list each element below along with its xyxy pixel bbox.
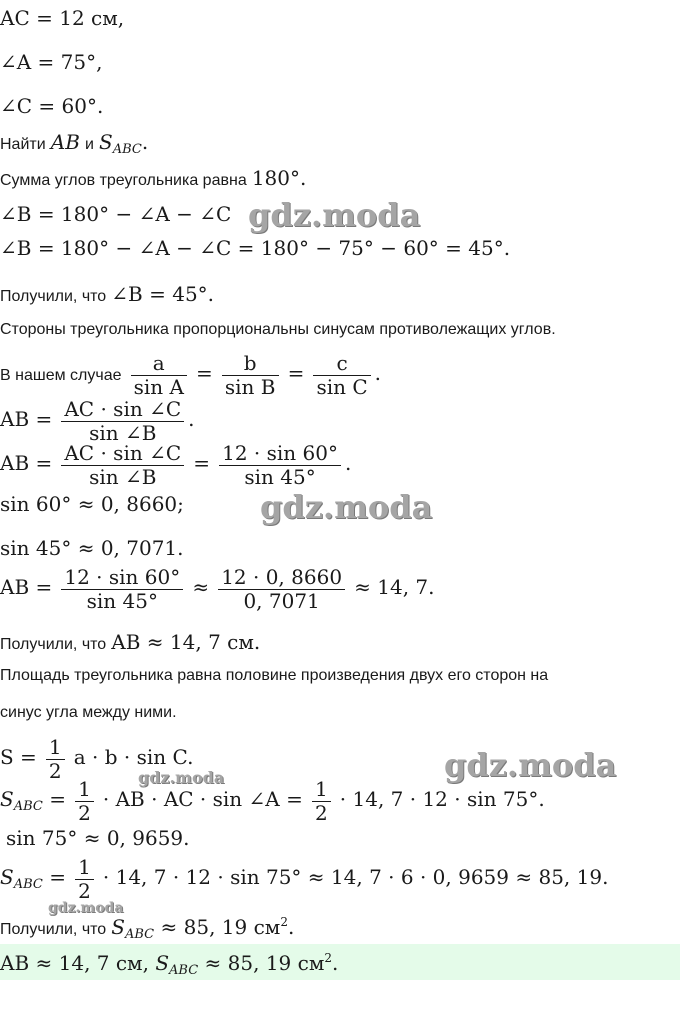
answer-s: ≈ 85, 19 см <box>204 951 325 975</box>
watermark-5: gdz.moda <box>48 900 124 916</box>
find-ab: AB <box>50 130 80 154</box>
got-b-text: Получили, что <box>0 288 107 305</box>
case-text: В нашем случае <box>0 367 122 384</box>
find-and: и <box>84 136 94 153</box>
ab-calc-frac-1: $\frac{12 \cdot \sin 60^\circ}{\sin 45^\circ}$ <box>61 566 183 613</box>
answer-line: AB ≈ 14, 7 см, $S_{ABC} \approx 85$, 19 $см^2$. <box>0 951 339 978</box>
got-ab-value: AB ≈ 14, 7 см. <box>111 630 261 654</box>
watermark-1: gdz.moda <box>248 196 421 234</box>
ab-substitution: AB = $\frac{AC \cdot \sin \angle C}{\sin \angle B}$ = $\frac{12 \cdot \sin 60^\circ}{\sin 45^\circ}$ . <box>0 441 352 489</box>
ab-frac-2: $\frac{AC \cdot \sin \angle C}{\sin \angle B}$ <box>61 442 184 489</box>
sum-value: 180°. <box>251 166 307 190</box>
area-text-1: Площадь треугольника равна половине произведения двух его сторон на <box>0 667 549 684</box>
area-calculation: $S_{ABC}$ = $\frac{1}{2}$ · 14, 7 · 12 · sin 75° ≈ 14, 7 · 6 · 0, 9659 ≈ 85, 19. <box>0 855 609 903</box>
got-s-line: Получили, что $S_{ABC} \approx 85$, 19 $см^2$. <box>0 915 295 942</box>
law-frac-c: $\frac{c}{\text{sin C}}$ <box>313 352 370 399</box>
angle-b-partial: ∠B = 180° − ∠A − ∠C <box>0 202 232 226</box>
period: . <box>141 130 149 154</box>
law-frac-a: $\frac{a}{\text{sin A}}$ <box>131 352 187 399</box>
angle-b-full: ∠B = 180° − ∠A − ∠C = 180° − 75° − 60° = 45°. <box>0 236 511 260</box>
watermark-2: gdz.moda <box>260 488 433 526</box>
watermark-3: gdz.moda <box>444 746 617 784</box>
sin45-value: sin 45° ≈ 0, 7071. <box>0 536 184 560</box>
half-frac-4: $\frac{1}{2}$ <box>75 856 94 903</box>
ab-frac: $\frac{AC \cdot \sin \angle C}{\sin \angle B}$ <box>61 398 184 445</box>
answer-ab: AB ≈ 14, 7 см, <box>0 951 149 975</box>
area-formula: S = $\frac{1}{2}$ a · b · sin C. <box>0 735 194 783</box>
area-substitution: $S_{ABC}$ = $\frac{1}{2}$ · AB · AC · sin ∠A = $\frac{1}{2}$ · 14, 7 · 12 · sin 75°. <box>0 777 545 825</box>
find-s-sub: ABC <box>112 142 142 157</box>
sum-line <box>0 168 306 189</box>
watermark-4: gdz.moda <box>138 768 225 787</box>
ab-calculation: AB = $\frac{12 \cdot \sin 60^\circ}{\sin 45^\circ}$ ≈ $\frac{12 \cdot 0, 8660}{0, 7071}$ ≈ 14, 7. <box>0 565 435 613</box>
half-frac-3: $\frac{1}{2}$ <box>312 778 331 825</box>
given-angle-c: ∠C = 60°. <box>0 94 104 118</box>
given-ac: AC = 12 см, <box>0 6 125 30</box>
ab-result: ≈ 14, 7. <box>354 575 435 599</box>
area-text-2: синус угла между ними. <box>0 704 177 721</box>
given-angle-a: ∠A = 75°, <box>0 50 103 74</box>
got-ab-line: Получили, что AB ≈ 14, 7 см. <box>0 630 261 654</box>
sin75-value: sin 75° ≈ 0, 9659. <box>6 826 190 850</box>
sides-text: Стороны треугольника пропорциональны синусам противолежащих углов. <box>0 321 556 338</box>
ab-calc-frac-2: $\frac{12 \cdot 0, 8660}{0, 7071}$ <box>218 566 345 613</box>
got-b-value: ∠B = 45°. <box>111 282 215 306</box>
ab-frac-values: $\frac{12 \cdot \sin 60^\circ}{\sin 45^\circ}$ <box>219 442 341 489</box>
law-frac-b: $\frac{b}{\text{sin B}}$ <box>222 352 279 399</box>
find-s: S <box>99 130 113 154</box>
half-frac: $\frac{1}{2}$ <box>46 736 65 783</box>
find-prefix: Найти <box>0 136 46 153</box>
sum-text: Сумма углов треугольника равна <box>0 172 247 189</box>
ab-formula: AB = $\frac{AC \cdot \sin \angle C}{\sin \angle B}$ . <box>0 397 195 445</box>
law-of-sines: В нашем случае $\frac{a}{\text{sin A}}$ = $\frac{b}{\text{sin B}}$ = $\frac{c}{\text{sin C}}$ . <box>0 351 382 399</box>
half-frac-2: $\frac{1}{2}$ <box>75 778 94 825</box>
find-line <box>0 132 148 156</box>
got-b-line <box>0 284 214 305</box>
sin60-value: sin 60° ≈ 0, 8660; <box>0 492 184 516</box>
